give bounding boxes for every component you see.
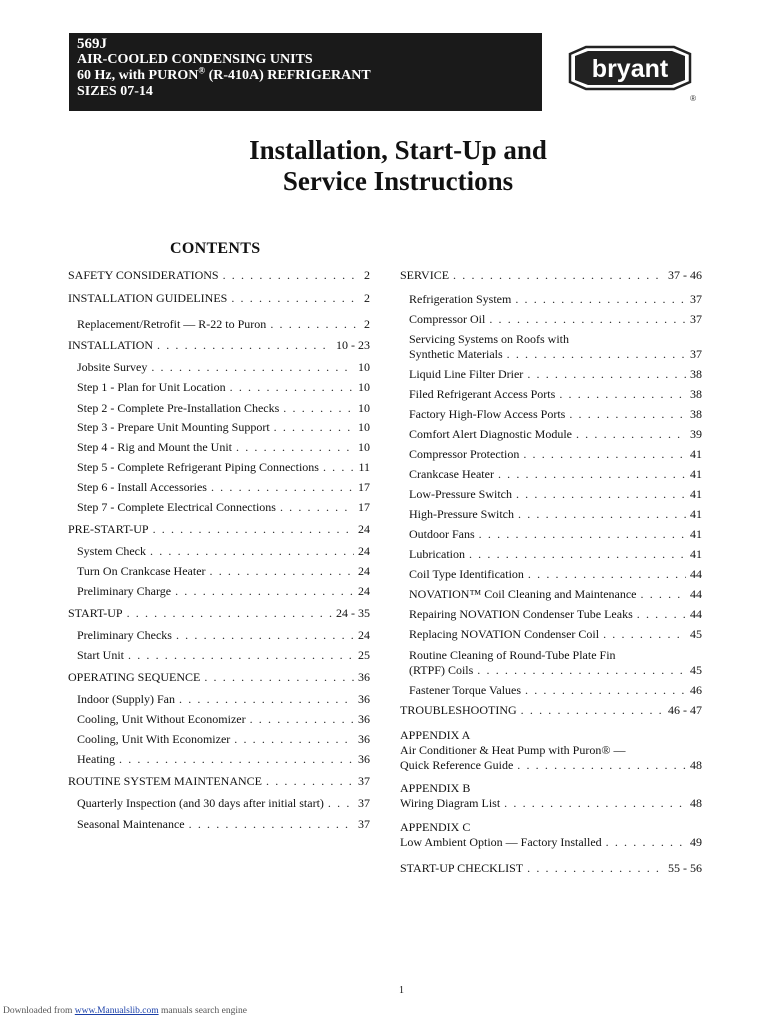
toc-leader-dots [270,317,360,332]
toc-entry-page: 38 [690,387,702,401]
toc-entry[interactable] [409,627,702,642]
toc-leader-dots [603,627,686,642]
toc-entry-label: Lubrication [409,547,465,561]
toc-leader-dots [179,692,354,707]
toc-entry-page: 25 [358,648,370,662]
toc-leader-dots [527,861,664,876]
sizes-line: SIZES 07-14 [77,84,153,99]
toc-entry-prefix: APPENDIX C [400,820,471,834]
toc-entry-page: 36 [358,732,370,746]
toc-entry-page: 2 [364,268,370,282]
toc-leader-dots [469,547,686,562]
toc-entry-label: Step 1 - Plan for Unit Location [77,380,226,394]
toc-entry-page: 10 [358,360,370,374]
toc-entry[interactable] [400,835,702,850]
toc-leader-dots [119,752,354,767]
toc-leader-dots [127,606,332,621]
toc-leader-dots [274,420,354,435]
toc-leader-dots [521,703,664,718]
toc-leader-dots [516,487,686,502]
toc-entry[interactable] [68,338,370,353]
toc-leader-dots [151,360,354,375]
toc-entry-label: Filed Refrigerant Access Ports [409,387,556,401]
toc-entry-page: 2 [364,317,370,331]
toc-entry-page: 37 [358,774,370,788]
toc-entry-page: 24 [358,544,370,558]
toc-entry-prefix: Servicing Systems on Roofs with [409,332,570,346]
toc-entry[interactable] [409,527,702,542]
toc-leader-dots [175,584,354,599]
toc-entry-page: 11 [358,460,370,474]
toc-entry-prefix: Air Conditioner & Heat Pump with Puron® — [400,743,626,757]
toc-entry-page: 49 [690,835,702,849]
toc-entry[interactable] [409,292,702,307]
toc-entry-label: Factory High-Flow Access Ports [409,407,566,421]
toc-entry[interactable] [409,407,702,422]
toc-entry-page: 10 - 23 [336,338,370,352]
logo-registered-mark: ® [690,94,696,103]
toc-entry[interactable] [409,312,702,327]
model-number: 569J [77,36,107,52]
toc-entry-page: 41 [690,527,702,541]
toc-entry[interactable] [409,547,702,562]
logo-text: bryant [591,55,669,83]
toc-entry-page: 36 [358,752,370,766]
toc-leader-dots [323,460,354,475]
toc-leader-dots [230,380,354,395]
toc-entry[interactable] [409,587,702,602]
toc-entry[interactable] [77,460,370,475]
toc-entry-label: Repairing NOVATION Condenser Tube Leaks [409,607,633,621]
toc-entry-page: 36 [358,712,370,726]
toc-leader-dots [477,663,686,678]
toc-entry-prefix: Routine Cleaning of Round-Tube Plate Fin [409,648,616,662]
toc-entry-label: Refrigeration System [409,292,512,306]
toc-entry-label: Jobsite Survey [77,360,148,374]
toc-entry[interactable] [77,420,370,435]
toc-leader-dots [507,347,686,362]
toc-entry[interactable] [409,607,702,622]
toc-entry-label: Step 6 - Install Accessories [77,480,207,494]
toc-leader-dots [250,712,354,727]
product-header-box [69,33,542,111]
toc-entry-page: 37 [690,292,702,306]
toc-entry-label: START-UP [68,606,123,620]
toc-entry-page: 46 - 47 [668,703,702,717]
toc-leader-dots [153,522,354,537]
toc-entry-label: System Check [77,544,146,558]
toc-entry[interactable] [77,732,370,747]
toc-entry[interactable] [400,796,702,811]
toc-entry-page: 37 [358,817,370,831]
toc-leader-dots [569,407,686,422]
toc-entry-page: 45 [690,663,702,677]
toc-entry-page: 10 [358,440,370,454]
toc-entry-page: 10 [358,380,370,394]
toc-entry-page: 24 [358,522,370,536]
toc-entry[interactable] [400,861,702,876]
toc-entry-label: Low-Pressure Switch [409,487,512,501]
toc-entry[interactable] [77,692,370,707]
toc-entry-label: SERVICE [400,268,450,282]
toc-entry[interactable] [68,774,370,789]
toc-entry-page: 48 [690,758,702,772]
toc-entry[interactable] [409,507,702,522]
toc-entry-label: Quarterly Inspection (and 30 days after initial start) [77,796,324,810]
toc-entry-label: OPERATING SEQUENCE [68,670,201,684]
toc-leader-dots [504,796,686,811]
toc-leader-dots [266,774,354,789]
toc-leader-dots [189,817,354,832]
toc-entry-label: ROUTINE SYSTEM MAINTENANCE [68,774,262,788]
toc-entry-page: 46 [690,683,702,697]
toc-entry[interactable] [77,752,370,767]
toc-entry-label: Cooling, Unit With Economizer [77,732,231,746]
toc-entry-label: Preliminary Charge [77,584,172,598]
toc-entry-label: Wiring Diagram List [400,796,501,810]
toc-entry[interactable] [77,817,370,832]
toc-entry-label: (RTPF) Coils [409,663,474,677]
toc-leader-dots [527,367,686,382]
toc-leader-dots [176,628,354,643]
toc-entry-page: 10 [358,420,370,434]
toc-entry[interactable] [409,487,702,502]
toc-entry[interactable] [409,567,702,582]
toc-leader-dots [523,447,686,462]
toc-entry-page: 41 [690,507,702,521]
toc-entry-label: Quick Reference Guide [400,758,514,772]
toc-entry-page: 37 - 46 [668,268,702,282]
toc-entry[interactable] [409,387,702,402]
toc-entry-label: SAFETY CONSIDERATIONS [68,268,219,282]
toc-leader-dots [606,835,686,850]
toc-entry-prefix: APPENDIX A [400,728,471,742]
document-title: Installation, Start-Up and Service Instructions [249,135,547,196]
toc-leader-dots [234,732,354,747]
toc-entry[interactable] [68,522,370,537]
toc-leader-dots [204,670,354,685]
toc-leader-dots [641,587,687,602]
toc-entry-page: 24 [358,628,370,642]
toc-entry-page: 2 [364,291,370,305]
toc-entry[interactable] [77,500,370,515]
toc-entry-prefix: APPENDIX B [400,781,471,795]
toc-entry-page: 17 [358,500,370,514]
toc-leader-dots [515,292,686,307]
toc-leader-dots [328,796,354,811]
toc-entry-label: Crankcase Heater [409,467,494,481]
toc-entry-page: 45 [690,627,702,641]
toc-entry-page: 48 [690,796,702,810]
toc-entry-page: 41 [690,467,702,481]
toc-entry[interactable] [77,796,370,811]
toc-entry[interactable] [77,401,370,416]
toc-entry-label: Fastener Torque Values [409,683,522,697]
toc-entry[interactable] [68,268,370,283]
toc-entry-page: 38 [690,407,702,421]
refrigerant-line: 60 Hz, with PURON® (R-410A) REFRIGERANT [77,65,371,83]
toc-entry-page: 37 [690,347,702,361]
toc-leader-dots [150,544,354,559]
toc-entry-label: Step 2 - Complete Pre-Installation Checks [77,401,280,415]
toc-leader-dots [517,758,686,773]
toc-entry-page: 38 [690,367,702,381]
toc-entry-page: 24 [358,564,370,578]
toc-entry-label: Outdoor Fans [409,527,475,541]
toc-leader-dots [157,338,332,353]
toc-entry-page: 36 [358,670,370,684]
toc-entry-page: 37 [690,312,702,326]
toc-entry-label: Replacing NOVATION Condenser Coil [409,627,600,641]
toc-entry[interactable] [400,703,702,718]
page-number: 1 [399,985,404,996]
toc-entry-page: 10 [358,401,370,415]
toc-entry[interactable] [77,564,370,579]
toc-entry[interactable] [77,480,370,495]
toc-entry-page: 44 [690,587,702,601]
toc-entry-label: TROUBLESHOOTING [400,703,517,717]
toc-entry-page: 41 [690,487,702,501]
toc-leader-dots [231,291,360,306]
toc-entry-label: Low Ambient Option — Factory Installed [400,835,602,849]
download-footer: Downloaded from www.Manualslib.com manuals search engine [3,1006,247,1016]
toc-entry-page: 41 [690,547,702,561]
toc-entry[interactable] [409,447,702,462]
toc-entry-label: Compressor Protection [409,447,520,461]
toc-entry-label: Heating [77,752,115,766]
toc-entry[interactable] [409,367,702,382]
toc-entry[interactable] [400,268,702,283]
toc-leader-dots [283,401,354,416]
toc-leader-dots [128,648,354,663]
toc-entry-label: Synthetic Materials [409,347,503,361]
toc-entry-label: Turn On Crankcase Heater [77,564,206,578]
toc-leader-dots [525,683,686,698]
toc-leader-dots [453,268,664,283]
toc-entry-label: Start Unit [77,648,124,662]
toc-entry[interactable] [77,544,370,559]
toc-entry[interactable] [77,584,370,599]
toc-entry[interactable] [77,360,370,375]
toc-entry[interactable] [409,683,702,698]
toc-entry-label: Step 7 - Complete Electrical Connections [77,500,276,514]
toc-entry-label: START-UP CHECKLIST [400,861,524,875]
toc-entry-label: NOVATION™ Coil Cleaning and Maintenance [409,587,637,601]
toc-leader-dots [223,268,360,283]
toc-entry[interactable] [77,380,370,395]
toc-entry-label: Step 4 - Rig and Mount the Unit [77,440,232,454]
toc-entry-label: Liquid Line Filter Drier [409,367,524,381]
toc-entry-page: 41 [690,447,702,461]
toc-entry[interactable] [68,606,370,621]
toc-entry-label: Preliminary Checks [77,628,172,642]
toc-entry-page: 39 [690,427,702,441]
toc-entry[interactable] [409,347,702,362]
toc-leader-dots [236,440,354,455]
toc-leader-dots [528,567,686,582]
toc-leader-dots [210,564,354,579]
toc-entry[interactable] [400,758,702,773]
toc-leader-dots [518,507,686,522]
toc-entry-page: 24 - 35 [336,606,370,620]
product-type: AIR-COOLED CONDENSING UNITS [77,52,313,67]
toc-leader-dots [489,312,686,327]
toc-entry-label: Cooling, Unit Without Economizer [77,712,246,726]
toc-entry[interactable] [409,467,702,482]
manualslib-link[interactable]: www.Manualslib.com [74,1006,159,1016]
toc-entry[interactable] [77,440,370,455]
bryant-logo [566,44,696,103]
toc-entry-label: INSTALLATION GUIDELINES [68,291,228,305]
toc-entry-label: Coil Type Identification [409,567,524,581]
toc-entry[interactable] [77,712,370,727]
toc-entry[interactable] [77,628,370,643]
toc-entry-label: Comfort Alert Diagnostic Module [409,427,572,441]
toc-entry-page: 37 [358,796,370,810]
toc-leader-dots [498,467,686,482]
toc-entry-page: 17 [358,480,370,494]
toc-entry-label: INSTALLATION [68,338,154,352]
toc-entry[interactable] [409,663,702,678]
toc-leader-dots [280,500,354,515]
toc-entry-label: PRE-START-UP [68,522,149,536]
contents-heading: CONTENTS [170,240,261,257]
toc-entry-label: Replacement/Retrofit — R-22 to Puron [77,317,267,331]
toc-entry[interactable] [68,670,370,685]
toc-entry-label: Indoor (Supply) Fan [77,692,175,706]
toc-entry[interactable] [77,317,370,332]
toc-entry-page: 24 [358,584,370,598]
toc-leader-dots [637,607,686,622]
toc-leader-dots [576,427,686,442]
toc-entry[interactable] [68,291,370,306]
toc-entry-label: Step 5 - Complete Refrigerant Piping Connections [77,460,319,474]
toc-leader-dots [479,527,686,542]
toc-entry-label: High-Pressure Switch [409,507,514,521]
toc-entry-page: 44 [690,567,702,581]
toc-entry[interactable] [77,648,370,663]
toc-leader-dots [211,480,354,495]
toc-entry-label: Seasonal Maintenance [77,817,185,831]
toc-entry-label: Step 3 - Prepare Unit Mounting Support [77,420,270,434]
toc-entry-page: 36 [358,692,370,706]
toc-leader-dots [559,387,686,402]
toc-entry-page: 44 [690,607,702,621]
toc-entry-page: 55 - 56 [668,861,702,875]
toc-entry-label: Compressor Oil [409,312,486,326]
toc-entry[interactable] [409,427,702,442]
